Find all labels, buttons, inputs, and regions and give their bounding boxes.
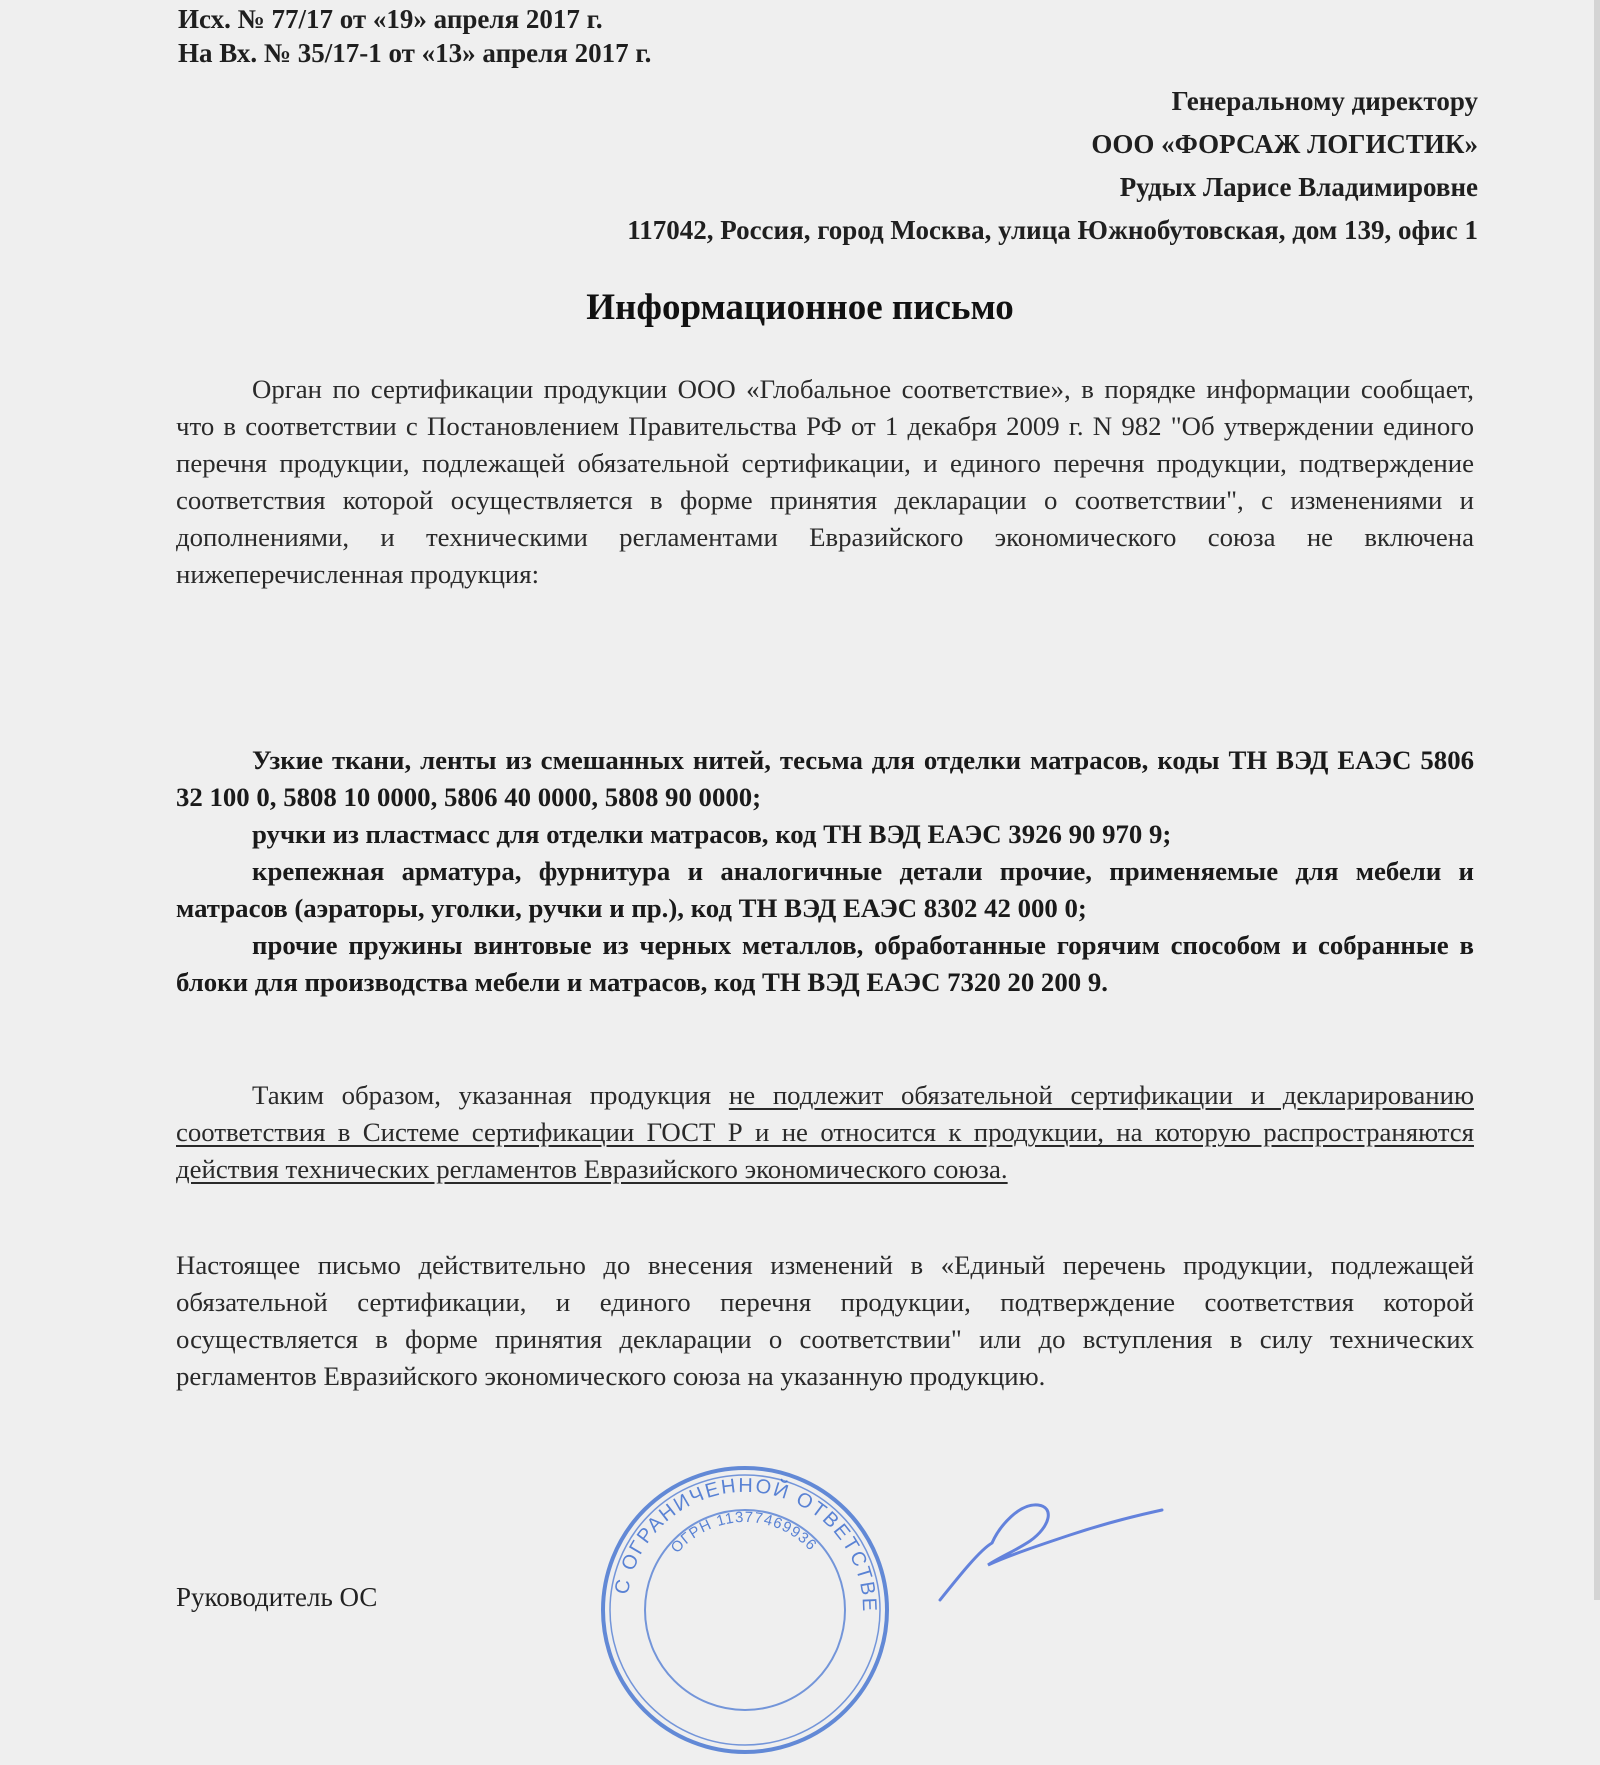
company-stamp — [595, 1460, 895, 1760]
product-item: ручки из пластмасс для отделки матрасов, код ТН ВЭД ЕАЭС 3926 90 970 9; — [252, 819, 1172, 849]
addressee-person: Рудых Ларисе Владимировне — [1119, 172, 1478, 202]
addressee-address: 117042, Россия, город Москва, улица Южнобутовская, дом 139, офис 1 — [627, 215, 1478, 245]
product-item: прочие пружины винтовые из черных металлов, обработанные горячим способом и собранные в блоки для производства мебели и матрасов, код ТН ВЭД ЕАЭС 7320 20 200 9. — [176, 930, 1474, 997]
outgoing-ref: Исх. № 77/17 от «19» апреля 2017 г. — [178, 4, 603, 34]
addressee-block — [378, 80, 1478, 252]
letter-title: Информационное письмо — [586, 287, 1014, 328]
signer-label: Руководитель ОС — [176, 1582, 378, 1612]
addressee-position: Генеральному директору — [1171, 86, 1478, 116]
conclusion-paragraph — [176, 1077, 1474, 1188]
svg-text:ОГРН 11377469936 — [668, 1509, 821, 1557]
stamp-graphic — [595, 1460, 895, 1760]
addressee-company: ООО «ФОРСАЖ ЛОГИСТИК» — [1091, 129, 1478, 159]
scan-edge — [1594, 0, 1600, 1600]
signature — [930, 1495, 1170, 1605]
conclusion-lead: Таким образом, указанная продукция — [252, 1080, 729, 1110]
incoming-ref: На Вх. № 35/17-1 от «13» апреля 2017 г. — [178, 38, 652, 68]
stamp-outer-text: С ОГРАНИЧЕННОЙ ОТВЕТСТВЕ — [610, 1474, 881, 1614]
product-item: Узкие ткани, ленты из смешанных нитей, тесьма для отделки матрасов, коды ТН ВЭД ЕАЭС 5806 32 100 0, 5808 10 0000, 5806 40 0000, 5808 90 0000; — [176, 745, 1474, 812]
conclusion-underlined: не подлежит обязательной сертификации и декларированию соответствия в Системе сертификации ГОСТ Р и не относится к продукции, на которую распространяются действия технических регламентов Евразийского экономического союза. — [176, 1080, 1474, 1184]
signature-graphic — [930, 1495, 1170, 1605]
products-list — [176, 742, 1474, 1001]
validity-paragraph: Настоящее письмо действительно до внесения изменений в «Единый перечень продукции, подлежащей обязательной сертификации, и единого перечня продукции, подтверждение соответствия которой осуществляется в форме принятия декларации о соответствии" или до вступления в силу технических регламентов Евразийского экономического союза на указанную продукцию. — [176, 1250, 1474, 1391]
svg-text:С ОГРАНИЧЕННОЙ ОТВЕТСТВЕ — [611, 1475, 880, 1614]
stamp-inner-text: ОГРН 11377469936 — [667, 1508, 821, 1557]
product-item: крепежная арматура, фурнитура и аналогичные детали прочие, применяемые для мебели и матрасов (аэраторы, уголки, ручки и пр.), код ТН ВЭД ЕАЭС 8302 42 000 0; — [176, 856, 1474, 923]
intro-paragraph: Орган по сертификации продукции ООО «Глобальное соответствие», в порядке информации сообщает, что в соответствии с Постановлением Правительства РФ от 1 декабря 2009 г. N 982 "Об утверждении единого перечня продукции, подлежащей обязательной сертификации, и единого перечня продукции, подтверждение соответствия которой осуществляется в форме принятия декларации о соответствии", с изменениями и дополнениями, и техническими регламентами Евразийского экономического союза не включена нижеперечисленная продукция: — [176, 374, 1474, 589]
reference-block — [178, 2, 651, 70]
